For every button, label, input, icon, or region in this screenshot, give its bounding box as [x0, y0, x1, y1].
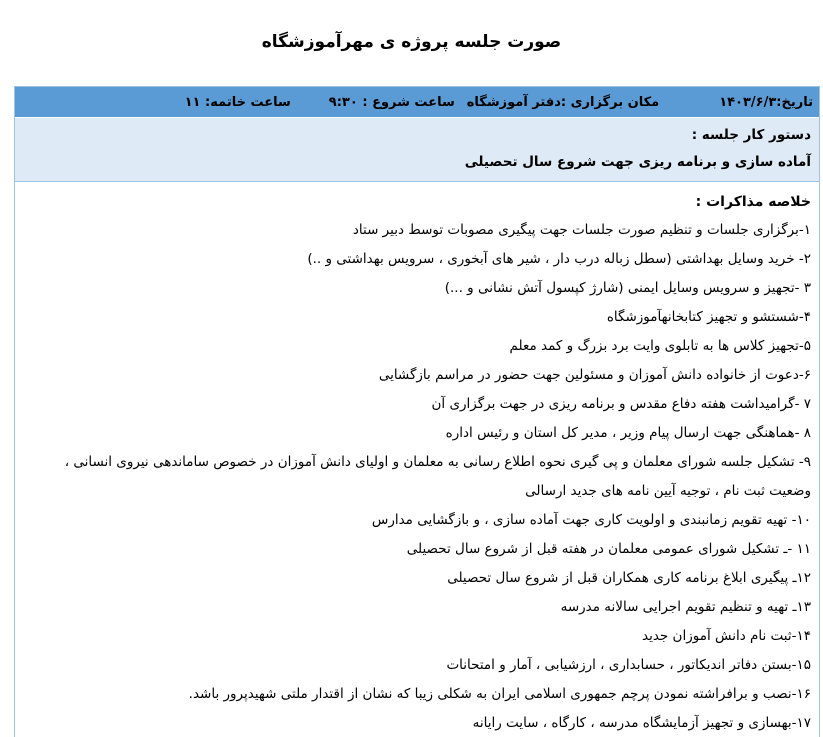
page-title: صورت جلسه پروژه ی مهرآموزشگاه: [261, 32, 562, 52]
list-item: ۱۰- تهیه تقویم زمانبندی و اولویت کاری جهت آماده سازی ، و بازگشایی مدارس: [371, 512, 811, 528]
list-item: ۴-شستشو و تجهیز کتابخانهآموزشگاه: [606, 309, 811, 325]
minutes-heading: خلاصه مذاکرات :: [695, 194, 811, 210]
agenda-label: دستور کار جلسه :: [691, 127, 811, 143]
list-item: ۲- خرید وسایل بهداشتی (سطل زباله درب دار ، شیر های آبخوری ، سرویس بهداشتی و ..): [307, 251, 811, 267]
list-item: ۵-تجهیز کلاس ها به تابلوی وایت برد بزرگ و کمد معلم: [509, 338, 811, 354]
list-item: ۶-دعوت از خانواده دانش آموزان و مسئولین جهت حضور در مراسم بازگشایی: [378, 367, 811, 383]
meeting-info-header: [15, 87, 819, 117]
list-item: ۱۵-بستن دفاتر اندیکاتور ، حسابداری ، ارزشیابی ، آمار و امتحانات: [446, 657, 811, 673]
meeting-minutes-table: [14, 86, 820, 737]
minutes-list: [23, 216, 811, 737]
list-item: ۱۳ـ تهیه و تنظیم تقویم اجرایی سالانه مدرسه: [560, 599, 811, 615]
list-item: ۱۷-بهسازی و تجهیز آزمایشگاه مدرسه ، کارگاه ، سایت رایانه: [472, 715, 811, 731]
meeting-date: تاریخ:۱۴۰۳/۶/۳: [719, 94, 813, 110]
list-item: ۳ -تجهیز و سرویس وسایل ایمنی (شارژ کپسول آتش نشانی و ...): [444, 280, 811, 296]
meeting-start-time: ساعت شروع : ۹:۳۰: [328, 94, 455, 110]
meeting-end-time: ساعت خاتمه: ۱۱: [184, 94, 291, 110]
list-item: ۱۱ -ـ تشکیل شورای عمومی معلمان در هفته قبل از شروع سال تحصیلی: [406, 541, 811, 557]
list-item: ۱۶-نصب و برافراشته نمودن پرچم جمهوری اسلامی ایران به شکلی زیبا که نشان از اقتدار ملتی شهیدپرور باشد.: [188, 686, 811, 702]
list-item: ۹- تشکیل جلسه شورای معلمان و پی گیری نحوه اطلاع رسانی به معلمان و اولیای دانش آموزان در خصوص ساماندهی نیروی انسانی ، وضعیت ثبت نام ، توجیه آیین نامه های جدید ارسالی: [64, 454, 811, 499]
meeting-location: مکان برگزاری :دفتر آموزشگاه: [466, 94, 660, 110]
agenda-section: [15, 117, 819, 182]
list-item: ۱۴-ثبت نام دانش آموزان جدید: [641, 628, 811, 644]
minutes-section: [15, 182, 819, 737]
agenda-text: آماده سازی و برنامه ریزی جهت شروع سال تحصیلی: [464, 154, 811, 170]
list-item: ۱-برگزاری جلسات و تنظیم صورت جلسات جهت پیگیری مصوبات توسط دبیر ستاد: [352, 222, 811, 238]
list-item: ۷ -گرامیداشت هفته دفاع مقدس و برنامه ریزی در جهت برگزاری آن: [431, 396, 811, 412]
list-item: ۱۲ـ پیگیری ابلاغ برنامه کاری همکاران قبل از شروع سال تحصیلی: [447, 570, 811, 586]
list-item: ۸ -هماهنگی جهت ارسال پیام وزیر ، مدیر کل استان و رئیس اداره: [445, 425, 811, 441]
